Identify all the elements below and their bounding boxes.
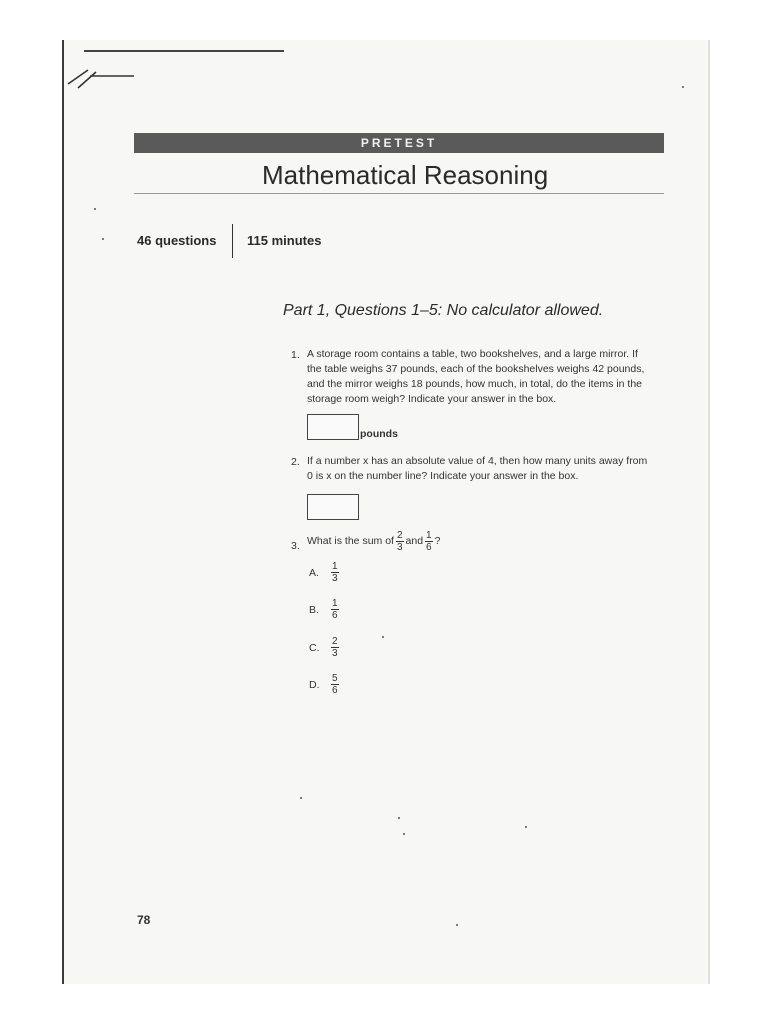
part-heading: Part 1, Questions 1–5: No calculator allowed.: [283, 302, 604, 319]
page-number: 78: [137, 913, 151, 927]
choice-b[interactable]: [309, 598, 341, 621]
choice-d[interactable]: [309, 673, 341, 696]
q1-line: storage room weigh? Indicate your answer in the box.: [307, 393, 557, 405]
q2-line: 0 is x on the number line? Indicate your answer in the box.: [307, 470, 579, 482]
q3-conjunction: and: [405, 535, 424, 547]
fraction-denominator: 6: [426, 542, 432, 553]
title-divider: [134, 193, 664, 194]
fraction-numerator: 1: [332, 561, 338, 572]
question-count: 46 questions: [137, 233, 217, 248]
choice-fraction: [331, 636, 339, 659]
fraction-denominator: 6: [332, 685, 338, 696]
choice-letter: A.: [309, 566, 319, 579]
choice-letter: C.: [309, 641, 320, 654]
scan-speck: [456, 924, 458, 926]
top-pen-line: [84, 50, 284, 52]
q2-line: If a number x has an absolute value of 4, then how many units away from: [307, 455, 648, 467]
q2-answer-box[interactable]: [307, 494, 359, 520]
choice-fraction: [331, 673, 339, 696]
choice-a[interactable]: [309, 561, 341, 584]
q3-prompt: [307, 530, 440, 553]
q1-answer-box[interactable]: [307, 414, 359, 440]
q3-number: 3.: [291, 540, 300, 552]
choice-c[interactable]: [309, 636, 341, 659]
fraction-denominator: 3: [332, 648, 338, 659]
fraction-denominator: 6: [332, 610, 338, 621]
q1-line: the table weighs 37 pounds, each of the bookshelves weighs 42 pounds,: [307, 363, 645, 375]
fraction-numerator: 1: [426, 530, 432, 541]
q1-unit-label: pounds: [360, 428, 398, 440]
choice-fraction: [331, 598, 339, 621]
fraction-numerator: 1: [332, 598, 338, 609]
meta-divider: [232, 224, 233, 258]
choice-letter: B.: [309, 603, 319, 616]
scan-speck: [682, 86, 684, 88]
pen-scribble-mark: [66, 62, 136, 92]
fraction-numerator: 2: [396, 530, 403, 541]
fraction-numerator: 5: [332, 673, 338, 684]
scan-speck: [94, 208, 96, 210]
q1-line: A storage room contains a table, two bookshelves, and a large mirror. If: [307, 348, 638, 360]
q2-number: 2.: [291, 456, 300, 468]
fraction-denominator: 3: [396, 542, 403, 553]
pretest-banner: PRETEST: [134, 133, 664, 153]
scan-speck: [382, 636, 384, 638]
scan-speck: [300, 797, 302, 799]
q3-fraction-a: [396, 530, 404, 553]
q2-text: [307, 454, 647, 484]
q1-number: 1.: [291, 349, 300, 361]
choice-letter: D.: [309, 678, 320, 691]
fraction-numerator: 2: [332, 636, 338, 647]
q1-line: and the mirror weighs 18 pounds, how much, in total, do the items in the: [307, 378, 643, 390]
fraction-denominator: 3: [332, 573, 338, 584]
q3-prompt-end: ?: [434, 535, 441, 547]
page-title: Mathematical Reasoning: [262, 160, 549, 190]
time-limit: 115 minutes: [247, 233, 322, 248]
q3-prompt-start: What is the sum of: [307, 535, 394, 547]
scan-speck: [398, 817, 400, 819]
q3-fraction-b: [425, 530, 433, 553]
q1-text: [307, 347, 644, 407]
scan-speck: [102, 238, 104, 240]
scan-speck: [403, 833, 405, 835]
scan-speck: [525, 826, 527, 828]
choice-fraction: [331, 561, 339, 584]
